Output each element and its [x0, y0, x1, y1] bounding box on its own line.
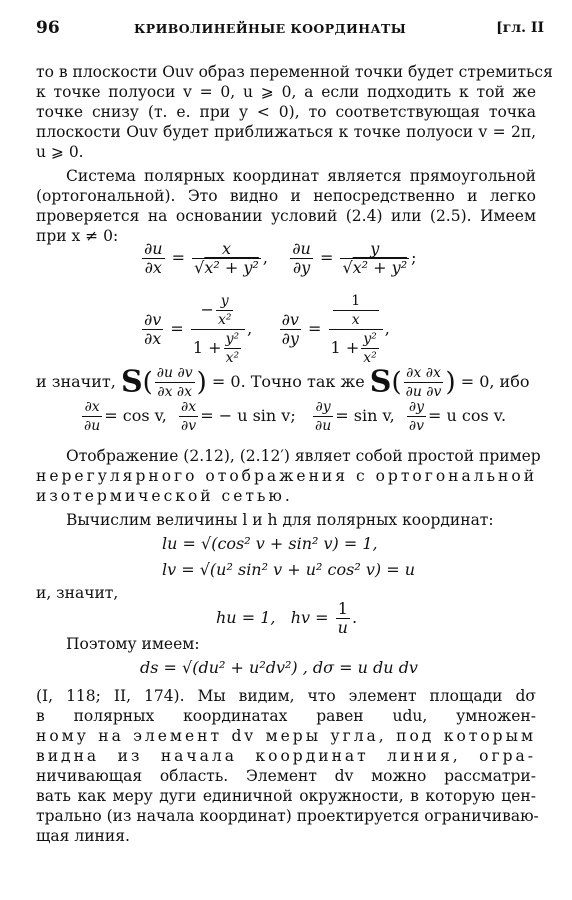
text-line: к точке полуоси v = 0, u ⩾ 0, а если подходить к той же	[36, 83, 536, 101]
text-line: трально (из начала координат) проектируется ограничиваю-	[36, 807, 539, 825]
text-line: в полярных координатах равен udu, умножен-	[36, 707, 536, 725]
page-header	[36, 18, 544, 42]
text-line: (ортогональной). Это видно и непосредственно и легко	[36, 187, 536, 205]
text-line: видна из начала координат линия, огра-	[36, 747, 536, 765]
text-line: нерегулярного отображения с ортогональной	[36, 467, 538, 485]
text-and-so: и, значит,	[36, 584, 119, 602]
chapter-label: [гл. II	[496, 20, 544, 36]
text-line: изотермической сетью.	[36, 487, 293, 505]
equation-partials: $\frac{\partial x}{\partial u}$ = cos v, $\frac{\partial x}{\partial v}$ = − u sin v; $\frac{\partial y}{\partial u}$ = sin v, $\frac{\partial y}{\partial v}$ = u cos v.	[84, 399, 507, 434]
text-line: плоскости Ouv будет приближаться к точке полуоси v = 2π,	[36, 123, 536, 141]
text-line: Вычислим величины l и h для полярных координат:	[66, 511, 494, 529]
text-line: точке снизу (т. е. при y < 0), то соответствующая точка	[36, 103, 536, 121]
text-line: Система полярных координат является прямоугольной	[66, 167, 536, 185]
text-line: ному на элемент dv меры угла, под которым	[36, 727, 536, 745]
text-line: Отображение (2.12), (2.12′) являет собой простой пример	[66, 447, 541, 465]
text-line: то в плоскости Ouv образ переменной точки будет стремиться	[36, 63, 553, 81]
equation-h: hu = 1, hv = $\frac{1}{u}$ .	[216, 599, 358, 637]
text-line: проверяется на основании условий (2.4) или (2.5). Имеем	[36, 207, 536, 225]
text-line: при x ≠ 0:	[36, 227, 119, 245]
equation-s: и значит, S( $\frac{\partial u \partial v}{\partial x \partial x}$ ) = 0. Точно так же S( $\frac{\partial x \partial x}{\partial u \partial v}$ ) = 0, ибо	[36, 364, 530, 400]
equation-dv: $\frac{\partial v}{\partial x}$ = − $\frac{y}{\text{x²}}$ 1 + $\frac{\text{y²}}{\text{x²}}$ , $\frac{\partial v}{\partial y}$ = 1 x 1 + $\frac{\text{y²}}{\text{x²}}$ ,	[144, 293, 390, 366]
text-line: щая линия.	[36, 827, 130, 845]
text-line: ничивающая область. Элемент dv можно рассматри-	[36, 767, 536, 785]
equation-ds: ds = √(du² + u²dv²) , dσ = u du dv	[140, 658, 418, 677]
running-title: КРИВОЛИНЕЙНЫЕ КООРДИНАТЫ	[134, 21, 407, 36]
text-line: вать как меру дуги единичной окружности, в которую цен-	[36, 787, 536, 805]
text-line: (I, 118; II, 174). Мы видим, что элемент площади dσ	[36, 687, 536, 705]
equation-lv: lv = √(u² sin² v + u² cos² v) = u	[162, 560, 415, 579]
page-number: 96	[36, 18, 60, 38]
equation-lu: lu = √(cos² v + sin² v) = 1,	[162, 534, 378, 553]
text-line: u ⩾ 0.	[36, 143, 84, 161]
equation-du: $\frac{\partial u}{\partial x}$ = $\frac{x}{\text{√x² + y²}}$ , $\frac{\partial u}{\partial y}$ = $\frac{y}{\text{√x² + y²}}$ ;	[144, 239, 417, 277]
text-line: Поэтому имеем:	[66, 635, 200, 653]
